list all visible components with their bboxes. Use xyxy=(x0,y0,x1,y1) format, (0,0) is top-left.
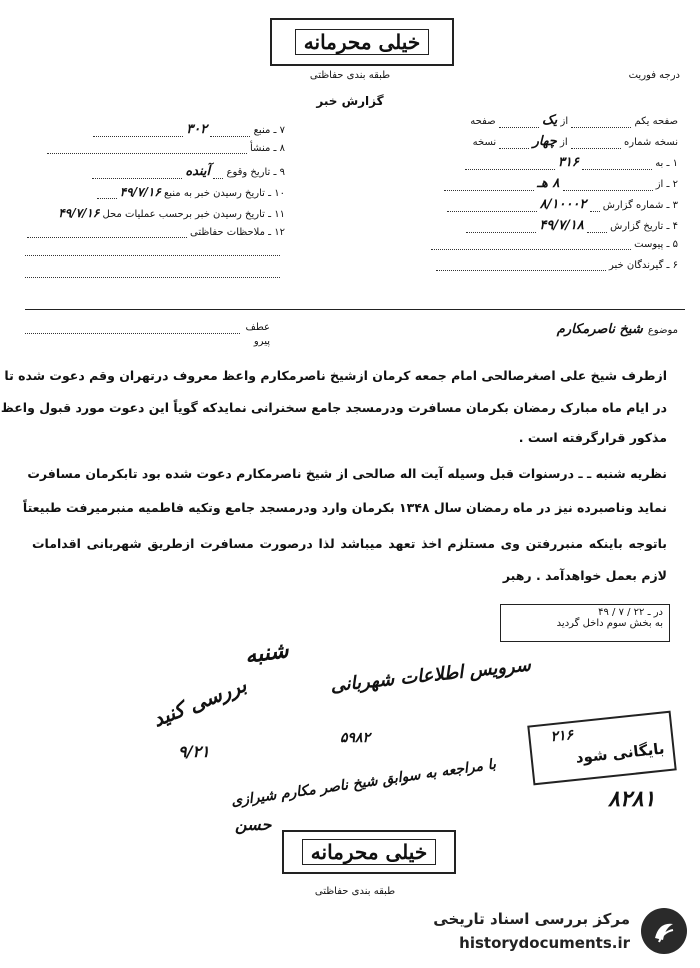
body-line-3: مذکور قرارگرفته است . xyxy=(518,430,667,445)
copy-number-field: نسخه شماره از چهار نسخه xyxy=(472,134,678,149)
security-notes-field: ۱۲ ـ ملاحظات حفاظتی xyxy=(25,227,285,238)
body-line-2: در ایام ماه مبارک رمضان بکرمان مسافرت ودرمسجد جامع سخنرانی نمایدکه گویاً این دعوت مورد قبول واعظ xyxy=(0,400,667,415)
handwriting-records: با مراجعه به سوابق شیخ ناصر مکارم شیرازی xyxy=(230,756,497,810)
notes-line-2 xyxy=(25,277,280,278)
attachment-field: ۵ ـ پیوست xyxy=(418,239,678,250)
archive-number: ۲۱۶ xyxy=(549,726,574,746)
bottom-classification-label: طبقه بندی حفاظتی xyxy=(314,886,396,897)
origin-field: ۸ ـ منشأ xyxy=(25,143,285,154)
handwriting-police-intel: سرویس اطلاعات شهربانی xyxy=(329,654,532,697)
body-line-4: نظریه شنبه ـ ـ درسنوات قبل وسیله آیت اله صالحی از شیخ ناصرمکارم دعوت شده بود تابکرمان مسافرت xyxy=(27,466,667,481)
watermark xyxy=(410,902,695,962)
handwriting-date: ۹/۲۱ xyxy=(178,742,210,761)
from-field: ۲ ـ از ۸ هـ xyxy=(418,176,678,191)
occurrence-date-field: ۹ ـ تاریخ وقوع آینده xyxy=(25,164,285,179)
received-section: به بخش سوم داخل گردید xyxy=(556,618,663,629)
to-field: ۱ ـ به ۳۱۶ xyxy=(418,155,678,170)
classification-label: طبقه بندی حفاظتی xyxy=(309,70,391,81)
body-line-5: نماید وناصبرده نیز در ماه رمضان سال ۱۳۴۸ بکرمان وارد ودرمسجد جامع وتکیه فاطمیه منبرمیرفت طبیعتاً xyxy=(22,500,667,515)
form-title: گزارش خبر xyxy=(316,94,384,108)
reference-line xyxy=(25,333,240,334)
body-line-6: باتوجه باینکه منبررفتن وی مستلزم اخذ تعهد میباشد لذا درصورت مسافرت ازطریق شهربانی اقدامات xyxy=(32,536,667,551)
report-date-field: ۴ ـ تاریخ گزارش ۴۹/۷/۱۸ xyxy=(418,218,678,233)
reference-label: عطف xyxy=(245,322,270,333)
body-line-1: ازطرف شیخ علی اصغرصالحی امام جمعه کرمان ازشیخ ناصرمکارم واعظ معروف درتهران وقم دعوت شده تا xyxy=(4,368,667,383)
handwriting-number: ۵۹۸۲ xyxy=(340,730,371,746)
priority-label: درجه فوریت xyxy=(628,70,680,81)
page-number-field: صفحه یکم از یک صفحه xyxy=(470,113,678,128)
received-stamp xyxy=(500,604,670,642)
top-classification-stamp: خیلی محرمانه xyxy=(270,18,454,66)
subject-value: شیخ ناصرمکارم xyxy=(556,322,643,337)
received-date: در ـ ۲۲ / ۷ / ۴۹ xyxy=(598,607,663,618)
archive-text: بایگانی شود xyxy=(574,739,666,767)
watermark-url: historydocuments.ir xyxy=(459,934,630,952)
handwriting-saturday: شنبه xyxy=(243,637,291,669)
handwriting-review: بررسی کنید xyxy=(149,672,250,732)
bottom-classification-stamp: خیلی محرمانه xyxy=(282,830,456,874)
archive-logo-icon xyxy=(641,908,687,954)
body-line-7: لازم بعمل خواهدآمد . رهبر xyxy=(502,568,667,583)
operations-receipt-date-field: ۱۱ ـ تاریخ رسیدن خبر برحسب عملیات محل ۴۹/۷/۱۶ xyxy=(58,206,285,220)
source-field: ۷ ـ منبع ۳۰۲ xyxy=(25,122,285,137)
recipients-field: ۶ ـ گیرندگان خبر xyxy=(418,260,678,271)
archive-stamp xyxy=(527,711,676,786)
handwriting-signature: حسن xyxy=(235,815,272,834)
section-divider xyxy=(25,309,685,310)
report-number-field: ۳ ـ شماره گزارش ۸/۱۰۰۰۲ xyxy=(418,197,678,212)
source-receipt-date-field: ۱۰ ـ تاریخ رسیدن خبر به منبع ۴۹/۷/۱۶ xyxy=(25,185,285,199)
follow-up-label: پیرو xyxy=(253,336,270,347)
watermark-title: مرکز بررسی اسناد تاریخی xyxy=(433,910,630,928)
notes-line-1 xyxy=(25,255,280,256)
handwriting-file-number: ۸۲۸۱ xyxy=(608,786,656,812)
subject-field: موضوع شیخ ناصرمکارم xyxy=(556,322,678,337)
